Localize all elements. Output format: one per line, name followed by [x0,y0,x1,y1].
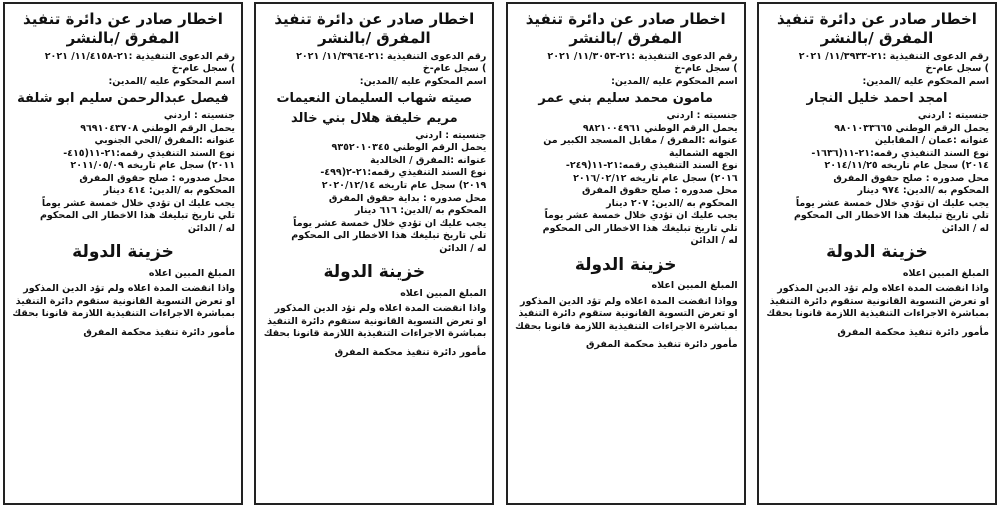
detail-line: له / الدائن [439,242,487,254]
detail-line: محل صدوره : صلح حقوق المفرق [79,172,235,184]
detail-line: المحكوم به /الدين: ٢٠٧ دينار [606,197,738,209]
treasury-heading: خزينة الدولة [826,242,928,263]
detail-line: يحمل الرقم الوطني ٩٣٥٢٠١٠٣٤٥ [331,142,487,154]
detail-line: له / الدائن [690,235,738,247]
detail-line: يجب عليك ان تؤدي خلال خمسة عشر يوماً [41,197,235,209]
record-type: ) سجل عام-خ [171,63,235,75]
detail-line: تلي تاريخ تبليغك هذا الاخطار الى المحكوم [39,210,235,222]
record-type: ) سجل عام-خ [422,63,487,75]
detail-line: جنسيته : اردني [666,109,738,121]
notice-3 [254,2,494,505]
notice-footer: مأمور دائرة تنفيذ محكمة المفرق [334,346,487,358]
detail-line: عنوانه :المفرق / مقابل المسجد الكبير من [543,135,738,147]
defendant-label: اسم المحكوم عليه /المدين: [108,75,235,87]
record-type: ) سجل عام-خ [925,63,989,75]
defendant-label: اسم المحكوم عليه /المدين: [611,75,738,87]
notice-title: اخطار صادر عن دائرة تنفيذ [777,10,977,28]
defendant-label: اسم المحكوم عليه /المدين: [359,75,487,87]
detail-line: محل صدوره : صلح حقوق المفرق [833,172,989,184]
detail-line: تلي تاريخ تبليغك هذا الاخطار الى المحكوم [542,222,738,234]
detail-line: ٢٠١٤) سجل عام تاريخه ٢٠١٤/١١/٢٥ [824,160,989,172]
case-number: رقم الدعوى التنفيذية :٢١-١١/٣٠٥٣/ ٢٠٢١ [547,50,738,62]
warning-paragraph: واذا انقضت المدة اعلاه ولم تؤد الدين المذكور او تعرض التسوية القانونية ستقوم دائرة التنفيذ بمباشرة الاجراءات التنفيذية اللازمة قانونا بحقك [263,303,487,340]
notice-footer: مأمور دائرة تنفيذ محكمة المفرق [83,326,235,338]
notice-title: اخطار صادر عن دائرة تنفيذ [525,10,726,28]
notice-2 [506,2,746,505]
defendant-name: فيصل عبدالرحمن سليم ابو شلفة [17,91,229,107]
case-number: رقم الدعوى التنفيذية :٢١-١١/٣٩٣٣/ ٢٠٢١ [798,50,989,62]
notice-title: اخطار صادر عن دائرة تنفيذ [274,10,475,28]
defendant-label: اسم المحكوم عليه /المدين: [862,75,989,87]
treasury-heading: خزينة الدولة [72,242,174,263]
notice-footer: مأمور دائرة تنفيذ محكمة المفرق [837,326,989,338]
detail-line: محل صدوره : بداية حقوق المفرق [328,192,487,204]
notice-footer: مأمور دائرة تنفيذ محكمة المفرق [585,339,738,351]
defendant-name: مريم خليفة هلال بني خالد [290,110,458,126]
amount-note: المبلغ المبين اعلاه [902,267,989,279]
detail-line: يجب عليك ان تؤدي خلال خمسة عشر يوماً [795,197,989,209]
detail-line: يحمل الرقم الوطني ٩٨٠١٠٣٣٦٦٥ [834,122,989,134]
detail-line: المحكوم به /الدين: ٤١٤ دينار [103,185,235,197]
record-type: ) سجل عام-خ [674,63,738,75]
detail-line: يحمل الرقم الوطني ٩٦٩١٠٤٣٧٠٨ [80,122,235,134]
warning-paragraph: وواذا انقضت المدة اعلاه ولم تؤد الدين المذكور او تعرض التسوية القانونية ستقوم دائرة التنفيذ بمباشرة الاجراءات التنفيذية اللازمة قانونا بحقك [515,295,738,332]
amount-note: المبلغ المبين اعلاه [148,267,235,279]
detail-line: يحمل الرقم الوطني ٩٨٢١٠٠٤٩٦١ [582,122,738,134]
detail-line: ٢٠١٩) سجل عام تاريخه ٢٠٢٠/١٢/١٤ [321,180,487,191]
detail-line: تلي تاريخ تبليغك هذا الاخطار الى المحكوم [793,210,989,222]
detail-line: نوع السند التنفيذي رقمه:٢١-١١(٢٤٩- [565,160,738,172]
notice-subtitle: المفرق /بالنشر [569,28,682,47]
detail-line: ٢٠١١) سجل عام تاريخه ٢٠١١/٠٥/٠٩ [70,160,235,172]
defendant-name: صيته شهاب السليمان النعيمات [276,91,473,107]
detail-line: يجب عليك ان تؤدي خلال خمسة عشر يوماً [293,217,487,229]
warning-paragraph: واذا انقضت المدة اعلاه ولم تؤد الدين المذكور او تعرض التسوية القانونية ستقوم دائرة التنفيذ بمباشرة الاجراءات التنفيذية اللازمة قانونا بحقك [12,283,235,320]
detail-line: نوع السند التنفيذي رقمه:٢١-١١(١٦٣٦- [811,147,989,159]
detail-line: يجب عليك ان تؤدي خلال خمسة عشر يوماً [544,210,738,222]
amount-note: المبلغ المبين اعلاه [651,280,738,292]
detail-line: نوع السند التنفيذي رقمه:٢١-٢(٤٩٩- [320,167,487,179]
detail-line: جنسيته : اردني [163,109,235,121]
detail-line: الجهه الشمالية [669,147,738,159]
case-number: رقم الدعوى التنفيذية :٢١-١١/٤١٥٨/ ٢٠٢١ [44,50,235,62]
defendant-name: امجد احمد خليل النجار [806,91,948,107]
notice-subtitle: المفرق /بالنشر [820,28,934,47]
detail-line: جنسيته : اردني [917,109,989,121]
treasury-heading: خزينة الدولة [323,262,426,283]
detail-line: المحكوم به /الدين: ٦١٦ دينار [354,205,487,217]
detail-line: جنسيته : اردني [415,129,487,141]
warning-paragraph: واذا انقضت المدة اعلاه ولم تؤد الدين المذكور او تعرض التسوية القانونية ستقوم دائرة التنفيذ بمباشرة الاجراءات التنفيذية اللازمة قانونا بحقك [766,283,989,320]
detail-line: ٢٠١٦) سجل عام تاريخه ٢٠١٦/٠٢/١٢ [573,172,738,184]
amount-note: المبلغ المبين اعلاه [400,287,487,299]
detail-line: محل صدوره : صلح حقوق المفرق [581,185,738,197]
case-number: رقم الدعوى التنفيذية :٢١-١١/٣٩٦٤/ ٢٠٢١ [296,50,487,62]
detail-line: تلي تاريخ تبليغك هذا الاخطار الى المحكوم [291,230,487,242]
detail-line: له / الدائن [187,222,235,234]
treasury-heading: خزينة الدولة [574,254,677,275]
notice-subtitle: المفرق /بالنشر [66,28,180,47]
detail-line: عنوانه :عمان / المقابلين [874,135,989,147]
defendant-name: مامون محمد سليم بني عمر [538,91,713,107]
detail-line: عنوانه :المفرق / الخالدية [370,154,487,166]
detail-line: عنوانه :المفرق /الحي الجنوبي [94,135,235,147]
notice-title: اخطار صادر عن دائرة تنفيذ [23,10,223,28]
notice-subtitle: المفرق /بالنشر [317,28,431,47]
notice-4 [3,2,243,505]
notice-1 [757,2,997,505]
detail-line: المحكوم به /الدين: ٩٧٤ دينار [857,185,989,197]
detail-line: نوع السند التنفيذي رقمه:٢١-١١(٤١٥- [63,147,235,159]
detail-line: له / الدائن [941,222,989,234]
